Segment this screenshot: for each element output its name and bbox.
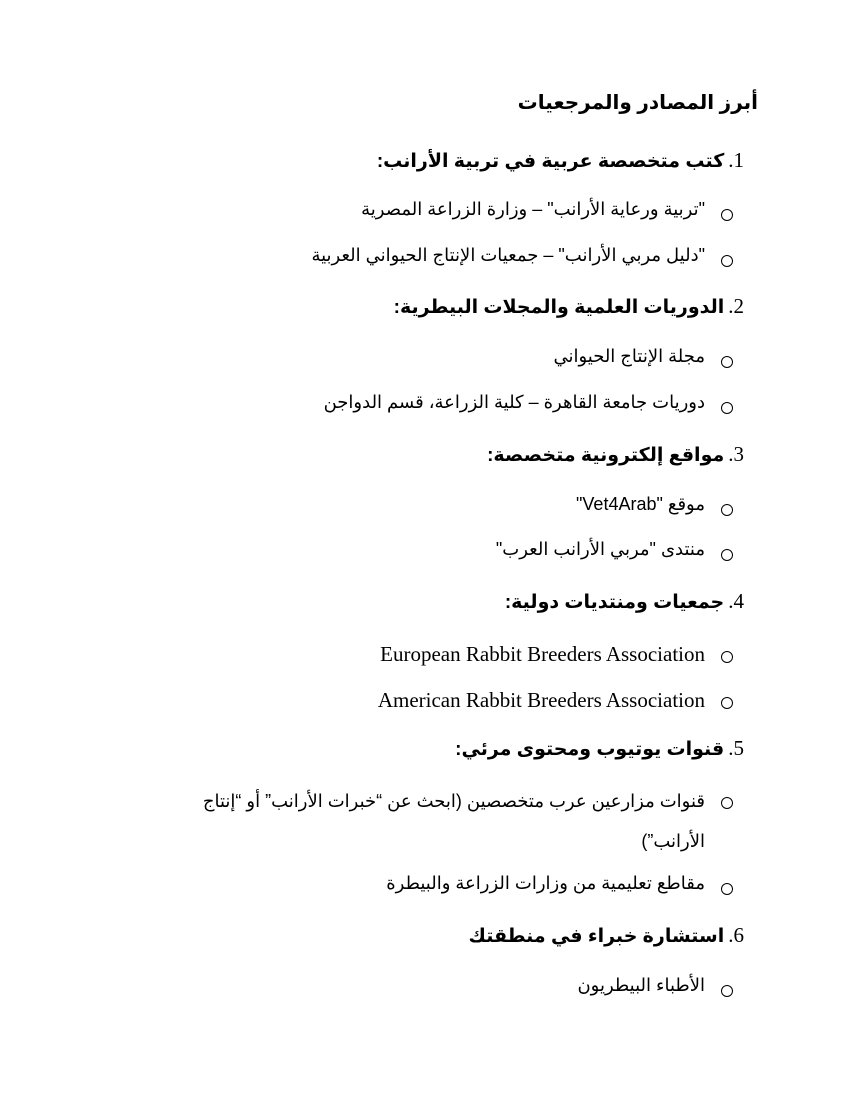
section-heading-2 <box>394 294 744 319</box>
list-item: قنوات مزارعين عرب متخصصين (ابحث عن “خبرات الأرانب” أو “إنتاج الأرانب”) <box>202 791 705 851</box>
hollow-circle-bullet-icon <box>721 402 733 414</box>
section-heading-3 <box>487 442 744 467</box>
section-heading-6 <box>469 923 744 948</box>
section-heading-text: كتب متخصصة عربية في تربية الأرانب: <box>376 151 725 172</box>
list-item: European Rabbit Breeders Association <box>380 642 705 666</box>
section-number: 4. <box>728 589 744 613</box>
section-number: 1. <box>728 148 744 172</box>
list-item: American Rabbit Breeders Association <box>377 688 705 712</box>
list-item: "دليل مربي الأرانب" – جمعيات الإنتاج الحيواني العربية <box>311 245 705 265</box>
section-number: 2. <box>728 294 744 318</box>
hollow-circle-bullet-icon <box>721 356 733 368</box>
list-item: مقاطع تعليمية من وزارات الزراعة والبيطرة <box>386 873 705 893</box>
list-item: الأطباء البيطريون <box>577 975 705 995</box>
hollow-circle-bullet-icon <box>721 797 733 809</box>
hollow-circle-bullet-icon <box>721 651 733 663</box>
hollow-circle-bullet-icon <box>721 697 733 709</box>
section-number: 3. <box>728 442 744 466</box>
list-item: مجلة الإنتاج الحيواني <box>553 346 705 366</box>
hollow-circle-bullet-icon <box>721 255 733 267</box>
section-heading-4 <box>505 589 744 614</box>
section-heading-text: الدوريات العلمية والمجلات البيطرية: <box>393 297 725 318</box>
list-item: "تربية ورعاية الأرانب" – وزارة الزراعة المصرية <box>361 199 705 219</box>
section-heading-text: استشارة خبراء في منطقتك <box>468 926 725 947</box>
hollow-circle-bullet-icon <box>721 549 733 561</box>
section-number: 6. <box>728 923 744 947</box>
section-heading-1 <box>377 148 744 173</box>
list-item: دوريات جامعة القاهرة – كلية الزراعة، قسم الدواجن <box>323 392 705 412</box>
section-heading-text: جمعيات ومنتديات دولية: <box>504 592 725 613</box>
section-heading-text: قنوات يوتيوب ومحتوى مرئي: <box>455 739 725 760</box>
list-item: منتدى "مربي الأرانب العرب" <box>495 539 705 559</box>
document-title: أبرز المصادر والمرجعيات <box>517 92 758 114</box>
hollow-circle-bullet-icon <box>721 883 733 895</box>
section-heading-text: مواقع إلكترونية متخصصة: <box>487 445 725 466</box>
list-item: موقع "Vet4Arab" <box>576 494 705 514</box>
hollow-circle-bullet-icon <box>721 504 733 516</box>
hollow-circle-bullet-icon <box>721 985 733 997</box>
section-heading-5 <box>455 736 744 761</box>
section-number: 5. <box>728 736 744 760</box>
hollow-circle-bullet-icon <box>721 209 733 221</box>
